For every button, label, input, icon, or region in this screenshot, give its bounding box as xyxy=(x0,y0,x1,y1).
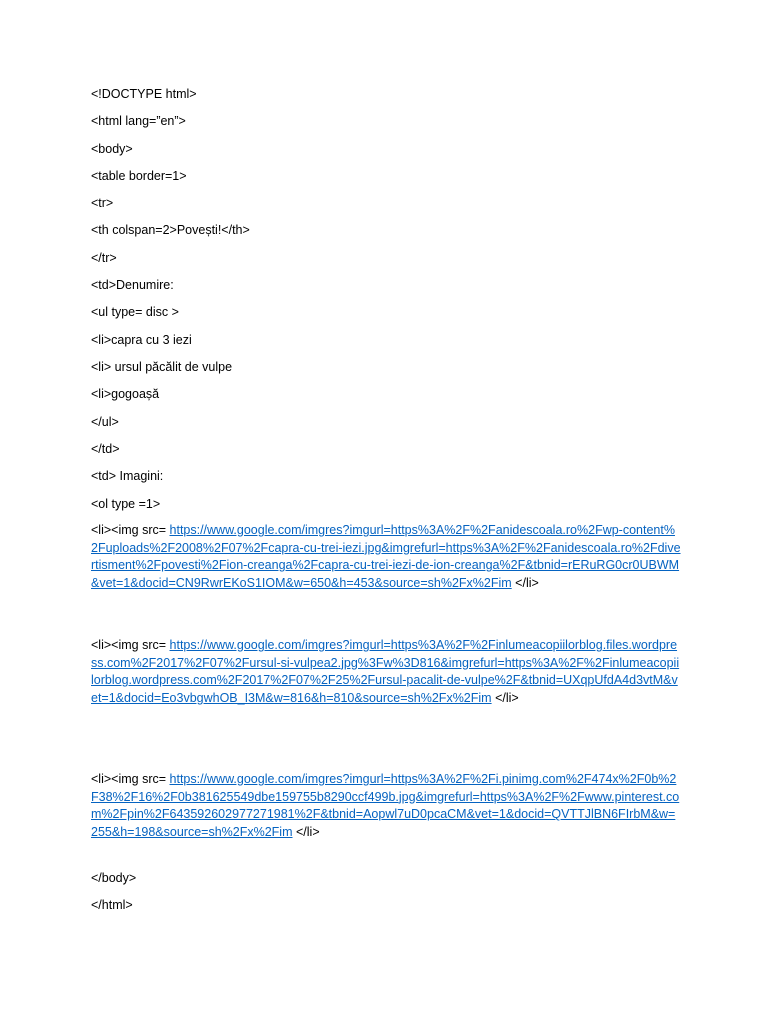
code-line-td-denumire: <td>Denumire: xyxy=(91,278,174,292)
image-url-link[interactable]: https://www.google.com/imgres?imgurl=https%3A%2F%2Fi.pinimg.com%2F474x%2F0b%2F38%2F16%2F0b381625549dbe159755b8290ccf499b.jpg&imgrefurl=https%3A%2F%2Fwww.pinterest.com%2Fpin%2F643592602977271981%2F&tbnid=Aopwl7uD0pcaCM&vet=1&docid=QVTTJlBN6FIrbM&w=255&h=198&source=sh%2Fx%2Fim xyxy=(91,772,680,839)
code-line-doctype: <!DOCTYPE html> xyxy=(91,87,197,101)
code-line-html-close: </html> xyxy=(91,898,133,912)
code-line-ul-open: <ul type= disc > xyxy=(91,305,179,319)
li-img-prefix: <li><img src= xyxy=(91,523,170,537)
li-close-suffix: </li> xyxy=(511,575,539,590)
code-line-th: <th colspan=2>Povești!</th> xyxy=(91,223,250,237)
li-img-prefix: <li><img src= xyxy=(91,772,170,786)
code-line-td-imagini: <td> Imagini: xyxy=(91,469,164,483)
code-line-tr-close: </tr> xyxy=(91,251,117,265)
code-line-tr-open: <tr> xyxy=(91,196,114,210)
code-line-ul-close: </ul> xyxy=(91,415,119,429)
image-url-link[interactable]: https://www.google.com/imgres?imgurl=https%3A%2F%2Fanidescoala.ro%2Fwp-content%2Fuploads%2F2008%2F07%2Fcapra-cu-trei-iezi.jpg&imgrefurl=https%3A%2F%2Fanidescoala.ro%2Fdivertisment%2Fpovesti%2Fion-creanga%2Fcapra-cu-trei-iezi-de-ion-creanga%2F&tbnid=rERuRG0cr0UBWM&vet=1&docid=CN9RwrEKoS1IOM&w=650&h=453&source=sh%2Fx%2Fim xyxy=(91,523,681,590)
code-line-li-gogoasa: <li>gogoașă xyxy=(91,387,160,401)
code-line-ol-open: <ol type =1> xyxy=(91,497,161,511)
li-close-suffix: </li> xyxy=(491,690,519,705)
code-line-td-close: </td> xyxy=(91,442,120,456)
code-line-table-open: <table border=1> xyxy=(91,169,187,183)
li-close-suffix: </li> xyxy=(292,824,320,839)
code-line-html-open: <html lang=”en”> xyxy=(91,114,186,128)
image-url-link[interactable]: https://www.google.com/imgres?imgurl=https%3A%2F%2Finlumeacopiilorblog.files.wordpress.com%2F2017%2F07%2Fursul-si-vulpea2.jpg%3Fw%3D816&imgrefurl=https%3A%2F%2Finlumeacopiilorblog.wordpress.com%2F2017%2F07%2F25%2Fursul-pacalit-de-vulpe%2F&tbnid=UXqpUfdA4d3vtM&vet=1&docid=Eo3vbgwhOB_I3M&w=816&h=810&source=sh%2Fx%2Fim xyxy=(91,638,680,705)
code-line-body-open: <body> xyxy=(91,142,133,156)
code-line-li-capra: <li>capra cu 3 iezi xyxy=(91,333,192,347)
list-item-image-2 xyxy=(91,637,681,707)
code-line-li-ursul: <li> ursul păcălit de vulpe xyxy=(91,360,233,374)
li-img-prefix: <li><img src= xyxy=(91,638,170,652)
list-item-image-1 xyxy=(91,522,681,592)
list-item-image-3 xyxy=(91,771,681,841)
code-line-body-close: </body> xyxy=(91,871,137,885)
